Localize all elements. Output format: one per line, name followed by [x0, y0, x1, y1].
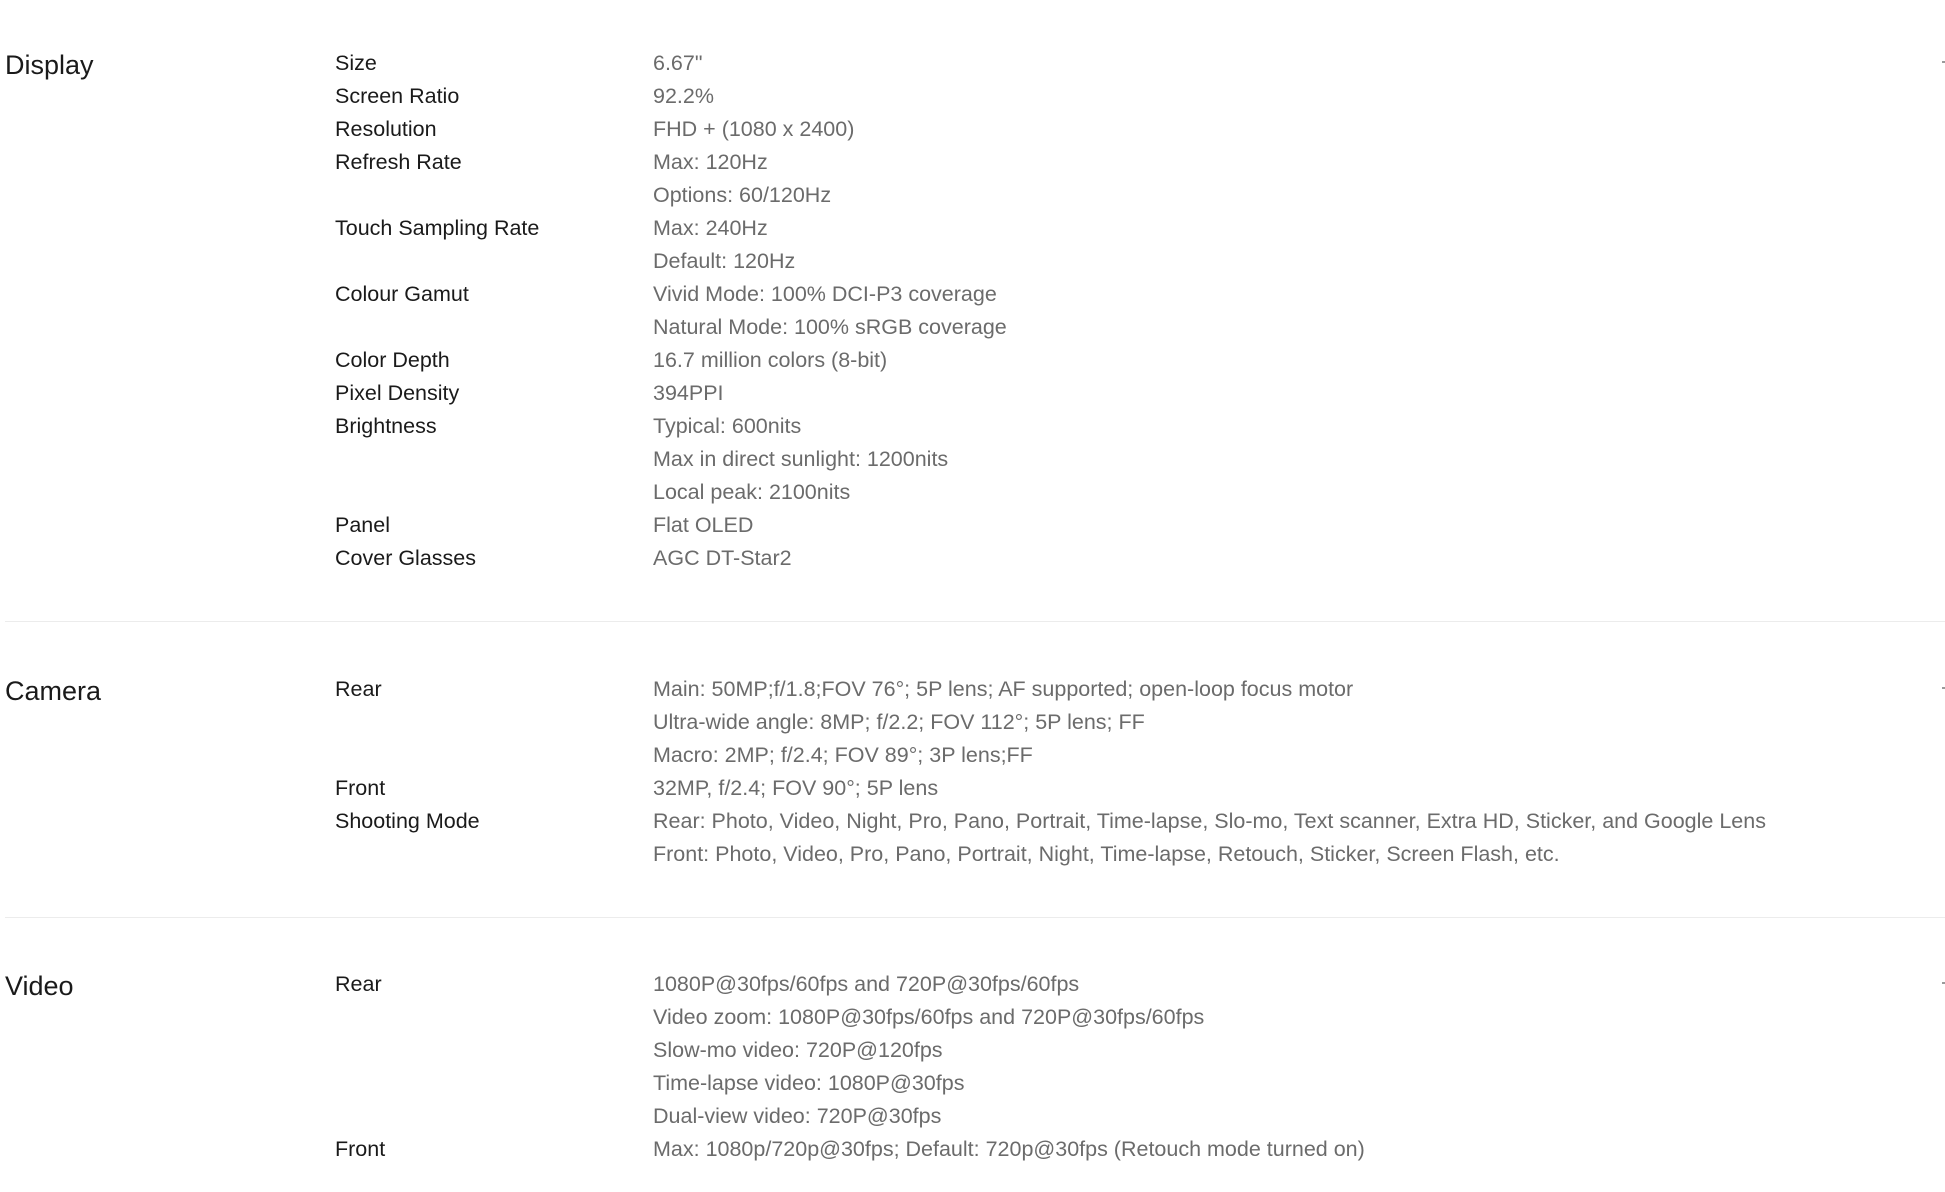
spec-value: FHD + (1080 x 2400) — [653, 117, 855, 141]
section-title: Display — [5, 50, 94, 80]
spec-label: Size — [335, 51, 377, 75]
spec-row-colour-gamut — [335, 278, 1945, 344]
spec-value: Max: 1080p/720p@30fps; Default: 720p@30fps (Retouch mode turned on) — [653, 1137, 1365, 1161]
spec-row-size — [335, 47, 1945, 80]
spec-row-screen-ratio — [335, 80, 1945, 113]
spec-value: Typical: 600nits — [653, 414, 802, 438]
spec-values — [653, 113, 1945, 146]
spec-value: AGC DT-Star2 — [653, 546, 792, 570]
spec-values — [653, 47, 1945, 80]
spec-value: Natural Mode: 100% sRGB coverage — [653, 315, 1007, 339]
spec-row-front — [335, 772, 1945, 805]
spec-value: Front: Photo, Video, Pro, Pano, Portrait, Night, Time-lapse, Retouch, Sticker, Screen Flash, etc. — [653, 842, 1560, 866]
spec-values — [653, 146, 1945, 212]
spec-values — [653, 80, 1945, 113]
spec-label: Resolution — [335, 117, 437, 141]
spec-label: Cover Glasses — [335, 546, 476, 570]
spec-label: Front — [335, 776, 386, 800]
spec-label: Colour Gamut — [335, 282, 469, 306]
spec-value: Max: 240Hz — [653, 216, 768, 240]
spec-value: Ultra-wide angle: 8MP; f/2.2; FOV 112°; 5P lens; FF — [653, 710, 1145, 734]
section-title: Video — [5, 971, 74, 1001]
spec-value: Main: 50MP;f/1.8;FOV 76°; 5P lens; AF supported; open-loop focus motor — [653, 677, 1354, 701]
spec-row-pixel-density — [335, 377, 1945, 410]
spec-values — [653, 410, 1945, 509]
spec-label: Color Depth — [335, 348, 450, 372]
section-display — [0, 47, 1945, 575]
spec-row-resolution — [335, 113, 1945, 146]
spec-row-front — [335, 1133, 1945, 1166]
section-camera — [0, 673, 1945, 871]
spec-row-color-depth — [335, 344, 1945, 377]
spec-row-shooting-mode — [335, 805, 1945, 871]
spec-label: Touch Sampling Rate — [335, 216, 540, 240]
spec-rows — [335, 968, 1945, 1166]
spec-value: Default: 120Hz — [653, 249, 796, 273]
spec-value: 394PPI — [653, 381, 724, 405]
spec-label: Refresh Rate — [335, 150, 462, 174]
spec-value: Macro: 2MP; f/2.4; FOV 89°; 3P lens;FF — [653, 743, 1033, 767]
spec-value: Time-lapse video: 1080P@30fps — [653, 1071, 965, 1095]
spec-row-rear — [335, 968, 1945, 1133]
spec-row-touch-sampling-rate — [335, 212, 1945, 278]
spec-value: Video zoom: 1080P@30fps/60fps and 720P@30fps/60fps — [653, 1005, 1205, 1029]
spec-values — [653, 805, 1945, 871]
spec-row-cover-glasses — [335, 542, 1945, 575]
spec-row-refresh-rate — [335, 146, 1945, 212]
section-video — [0, 968, 1945, 1166]
spec-value: 6.67" — [653, 51, 703, 75]
spec-values — [653, 542, 1945, 575]
spec-label: Pixel Density — [335, 381, 460, 405]
spec-value: Max in direct sunlight: 1200nits — [653, 447, 949, 471]
spec-rows — [335, 47, 1945, 575]
spec-value: Vivid Mode: 100% DCI-P3 coverage — [653, 282, 997, 306]
section-title: Camera — [5, 676, 102, 706]
section-divider — [5, 917, 1945, 918]
spec-values — [653, 1133, 1945, 1166]
spec-values — [653, 509, 1945, 542]
spec-values — [653, 968, 1945, 1133]
spec-label: Front — [335, 1137, 386, 1161]
spec-values — [653, 377, 1945, 410]
spec-values — [653, 772, 1945, 805]
spec-value: Options: 60/120Hz — [653, 183, 832, 207]
spec-row-rear — [335, 673, 1945, 772]
spec-value: Max: 120Hz — [653, 150, 768, 174]
spec-row-brightness — [335, 410, 1945, 509]
spec-label: Rear — [335, 677, 382, 701]
spec-label: Screen Ratio — [335, 84, 460, 108]
spec-values — [653, 212, 1945, 278]
spec-label: Shooting Mode — [335, 809, 480, 833]
spec-value: Rear: Photo, Video, Night, Pro, Pano, Portrait, Time-lapse, Slo-mo, Text scanner, Extra HD, Sticker, and Google Lens — [653, 809, 1766, 833]
spec-value: Flat OLED — [653, 513, 754, 537]
spec-label: Brightness — [335, 414, 437, 438]
spec-value: 1080P@30fps/60fps and 720P@30fps/60fps — [653, 972, 1080, 996]
spec-value: 16.7 million colors (8-bit) — [653, 348, 888, 372]
spec-row-panel — [335, 509, 1945, 542]
spec-value: 32MP, f/2.4; FOV 90°; 5P lens — [653, 776, 939, 800]
spec-values — [653, 278, 1945, 344]
section-divider — [5, 621, 1945, 622]
spec-value: 92.2% — [653, 84, 714, 108]
spec-value: Slow-mo video: 720P@120fps — [653, 1038, 943, 1062]
spec-values — [653, 673, 1945, 772]
spec-values — [653, 344, 1945, 377]
spec-label: Panel — [335, 513, 390, 537]
spec-value: Local peak: 2100nits — [653, 480, 851, 504]
spec-label: Rear — [335, 972, 382, 996]
spec-rows — [335, 673, 1945, 871]
spec-value: Dual-view video: 720P@30fps — [653, 1104, 942, 1128]
